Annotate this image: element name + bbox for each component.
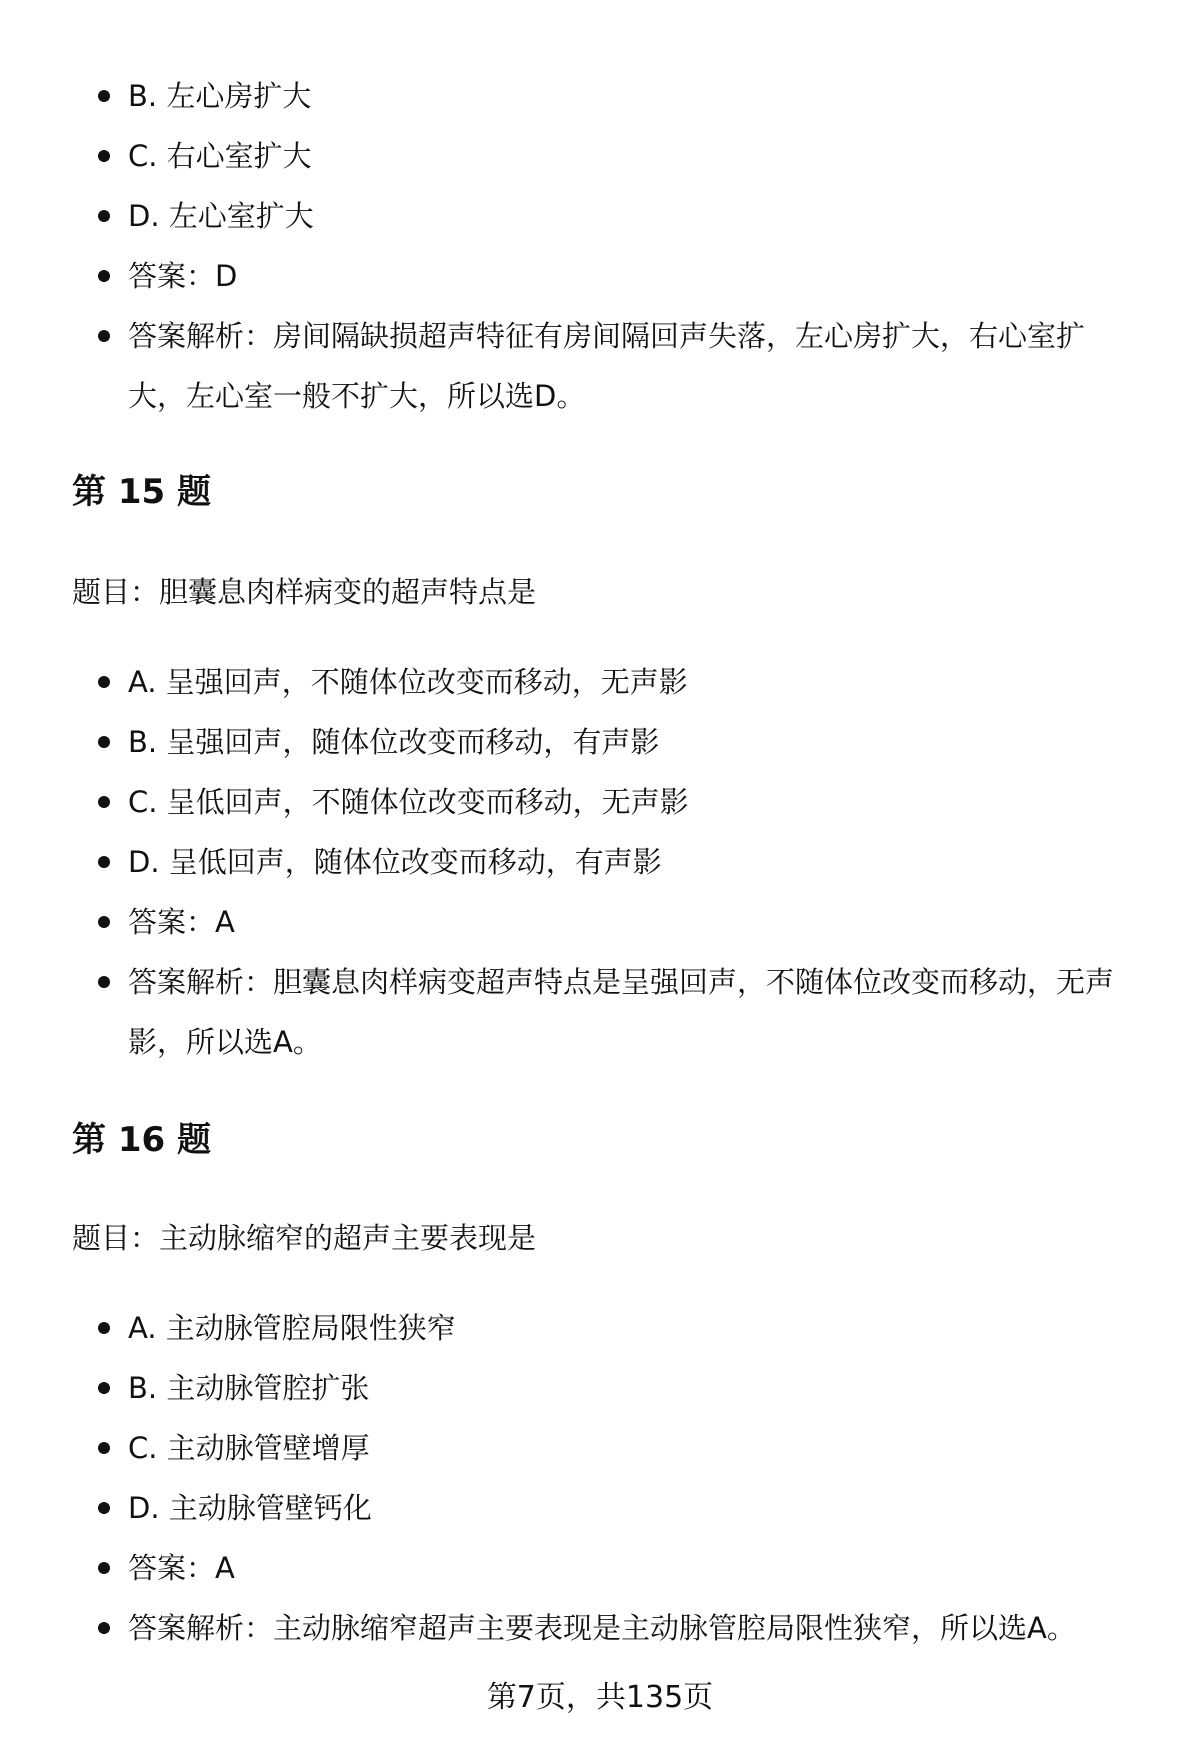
bullet-icon: [98, 1502, 110, 1514]
bullet-icon: [98, 1322, 110, 1334]
answer-text: 答案：A: [128, 1551, 235, 1585]
option-text: D. 主动脉管壁钙化: [128, 1491, 372, 1525]
list-item: [0, 832, 1200, 892]
option-text: B. 左心房扩大: [128, 79, 312, 113]
list-item: [0, 712, 1200, 772]
answer-text: 答案：A: [128, 905, 235, 939]
question-15-option-list: [0, 652, 1200, 1072]
question-15-stem: 题目：胆囊息肉样病变的超声特点是: [72, 575, 537, 609]
bullet-icon: [98, 1622, 110, 1634]
list-item: [0, 1478, 1200, 1538]
prev-question-option-list: [0, 66, 1200, 426]
answer-text: 答案：D: [128, 259, 238, 293]
option-text: B. 主动脉管腔扩张: [128, 1371, 370, 1405]
option-text: D. 左心室扩大: [128, 199, 314, 233]
option-text: C. 右心室扩大: [128, 139, 312, 173]
answer-item: [0, 246, 1200, 306]
question-16-option-list: [0, 1298, 1200, 1658]
option-text: A. 呈强回声，不随体位改变而移动，无声影: [128, 665, 688, 699]
list-item: [0, 186, 1200, 246]
bullet-icon: [98, 736, 110, 748]
question-15-title: 第 15 题: [72, 472, 211, 512]
page-number-footer: 第7页，共135页: [486, 1680, 714, 1715]
explanation-item: [0, 952, 1200, 1072]
bullet-icon: [98, 916, 110, 928]
explanation-text: 答案解析：房间隔缺损超声特征有房间隔回声失落，左心房扩大，右心室扩大，左心室一般不扩大，所以选D。: [128, 319, 1086, 413]
bullet-icon: [98, 1562, 110, 1574]
bullet-icon: [98, 676, 110, 688]
list-item: [0, 66, 1200, 126]
bullet-icon: [98, 1442, 110, 1454]
option-text: D. 呈低回声，随体位改变而移动，有声影: [128, 845, 662, 879]
explanation-item: [0, 306, 1200, 426]
question-16-stem: 题目：主动脉缩窄的超声主要表现是: [72, 1221, 537, 1255]
list-item: [0, 652, 1200, 712]
bullet-icon: [98, 856, 110, 868]
bullet-icon: [98, 330, 110, 342]
bullet-icon: [98, 90, 110, 102]
list-item: [0, 1358, 1200, 1418]
option-text: C. 主动脉管壁增厚: [128, 1431, 370, 1465]
option-text: A. 主动脉管腔局限性狭窄: [128, 1311, 456, 1345]
explanation-text: 答案解析：胆囊息肉样病变超声特点是呈强回声，不随体位改变而移动，无声影，所以选A。: [128, 965, 1115, 1059]
bullet-icon: [98, 270, 110, 282]
bullet-icon: [98, 796, 110, 808]
bullet-icon: [98, 210, 110, 222]
option-text: B. 呈强回声，随体位改变而移动，有声影: [128, 725, 660, 759]
list-item: [0, 1418, 1200, 1478]
explanation-text: 答案解析：主动脉缩窄超声主要表现是主动脉管腔局限性狭窄，所以选A。: [128, 1611, 1076, 1645]
bullet-icon: [98, 1382, 110, 1394]
option-text: C. 呈低回声，不随体位改变而移动，无声影: [128, 785, 689, 819]
bullet-icon: [98, 976, 110, 988]
explanation-item: [0, 1598, 1200, 1658]
answer-item: [0, 1538, 1200, 1598]
list-item: [0, 126, 1200, 186]
bullet-icon: [98, 150, 110, 162]
answer-item: [0, 892, 1200, 952]
list-item: [0, 772, 1200, 832]
question-16-title: 第 16 题: [72, 1120, 211, 1160]
list-item: [0, 1298, 1200, 1358]
